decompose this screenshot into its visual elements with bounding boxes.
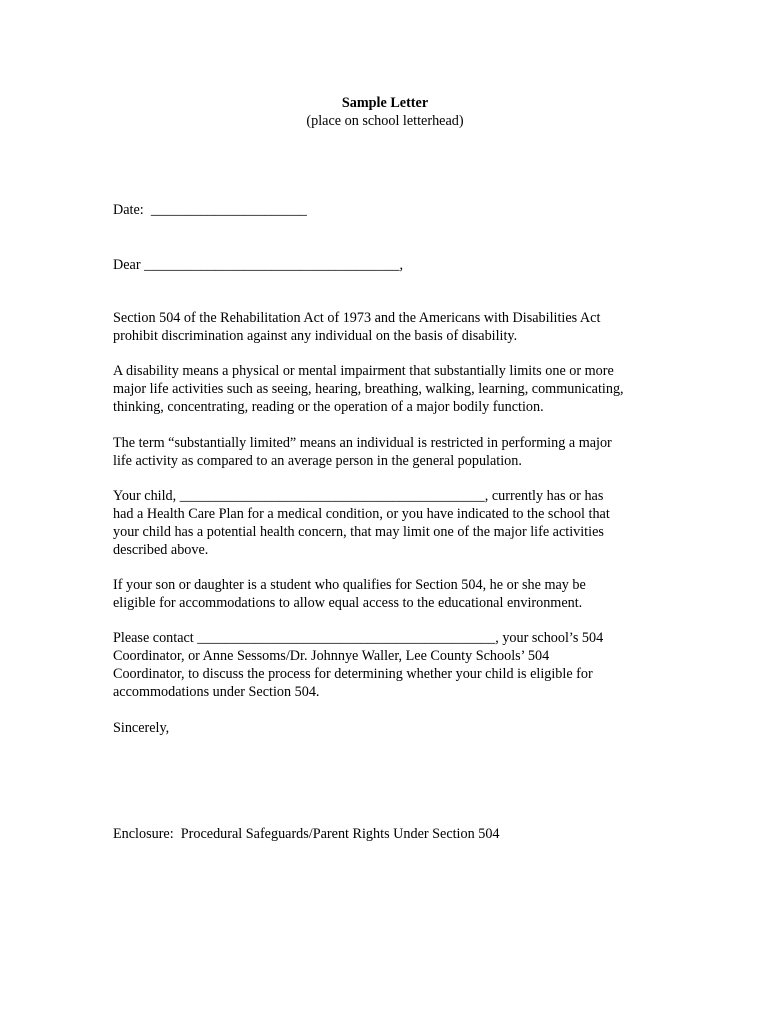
paragraph-line: Coordinator, or Anne Sessoms/Dr. Johnnye Waller, Lee County Schools’ 504 <box>113 648 550 664</box>
letter-subtitle: (place on school letterhead) <box>306 113 464 129</box>
paragraph-line: accommodations under Section 504. <box>113 684 320 700</box>
closing-line: Sincerely, <box>113 720 170 736</box>
paragraph-line: eligible for accommodations to allow equal access to the educational environment. <box>113 595 583 611</box>
paragraph-please-contact <box>113 629 673 701</box>
paragraph-line: your child has a potential health concern, that may limit one of the major life activities <box>113 524 604 540</box>
letter-title: Sample Letter <box>341 95 429 111</box>
salutation-line: Dear ____________________________________, <box>113 257 404 273</box>
paragraph-line: life activity as compared to an average person in the general population. <box>113 453 522 469</box>
paragraph-line: The term “substantially limited” means an individual is restricted in performing a major <box>113 435 612 451</box>
paragraph-your-child <box>113 487 673 559</box>
paragraph-line: had a Health Care Plan for a medical condition, or you have indicated to the school that <box>113 506 610 522</box>
paragraph-line: A disability means a physical or mental impairment that substantially limits one or more <box>113 363 614 379</box>
paragraph-line: Section 504 of the Rehabilitation Act of 1973 and the Americans with Disabilities Act <box>113 310 601 326</box>
paragraph-disability-definition <box>113 362 673 416</box>
paragraph-substantially-limited <box>113 434 673 470</box>
paragraph-section-504 <box>113 309 673 345</box>
enclosure-line: Enclosure: Procedural Safeguards/Parent Rights Under Section 504 <box>113 826 500 842</box>
paragraph-line: described above. <box>113 542 209 558</box>
date-line: Date: ______________________ <box>113 202 307 218</box>
paragraph-eligibility <box>113 576 673 612</box>
paragraph-line: Your child, ___________________________________________, currently has or has <box>113 488 604 504</box>
paragraph-line: Coordinator, to discuss the process for determining whether your child is eligible for <box>113 666 593 682</box>
paragraph-line: Please contact __________________________________________, your school’s 504 <box>113 630 604 646</box>
paragraph-line: thinking, concentrating, reading or the operation of a major bodily function. <box>113 399 544 415</box>
paragraph-line: prohibit discrimination against any individual on the basis of disability. <box>113 328 518 344</box>
paragraph-line: If your son or daughter is a student who qualifies for Section 504, he or she may be <box>113 577 586 593</box>
paragraph-line: major life activities such as seeing, hearing, breathing, walking, learning, communicating, <box>113 381 624 397</box>
